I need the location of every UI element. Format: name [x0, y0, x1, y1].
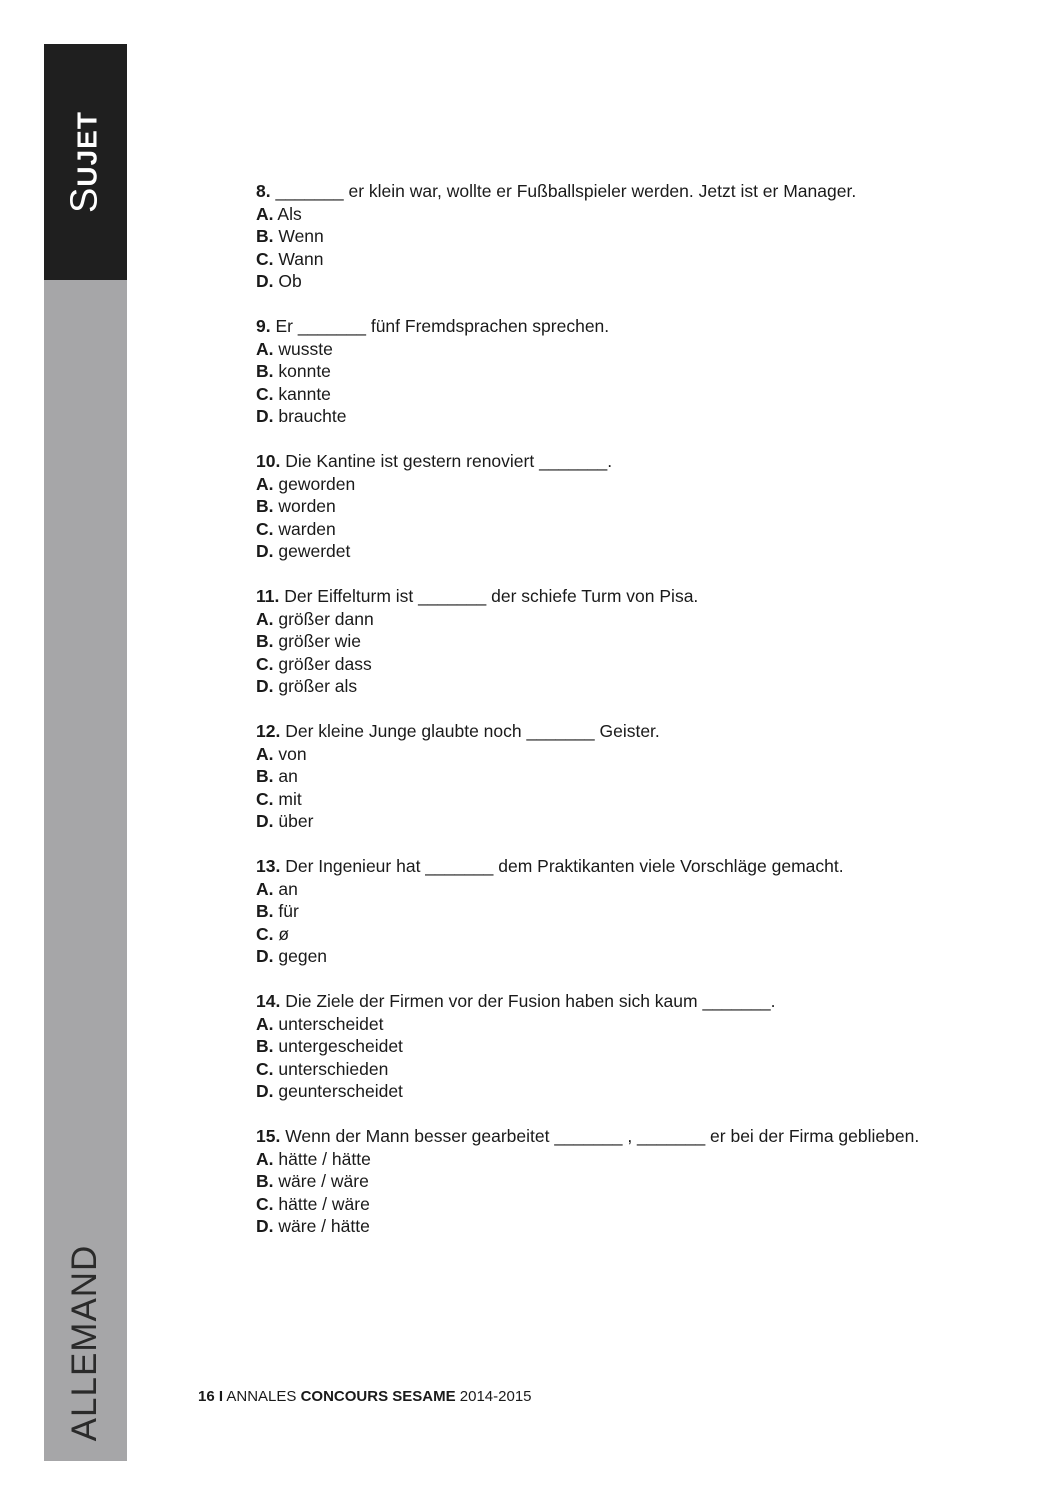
- option-text: mit: [278, 788, 302, 809]
- option-letter: B.: [256, 361, 274, 381]
- option-text: worden: [278, 496, 336, 516]
- question-prompt: Die Kantine ist gestern renoviert _______.: [285, 451, 613, 471]
- option-text: Als: [277, 203, 302, 224]
- question-text: [256, 720, 942, 743]
- option-letter: D.: [256, 541, 274, 561]
- answer-option: [256, 518, 942, 541]
- answer-option: [256, 405, 942, 428]
- question-number: 13.: [256, 856, 281, 876]
- option-text: kannte: [278, 383, 331, 404]
- answer-option: [256, 945, 942, 968]
- option-text: hätte / hätte: [278, 1148, 371, 1169]
- option-letter: B.: [256, 1036, 274, 1056]
- question-text: [256, 315, 942, 338]
- option-text: Ob: [278, 271, 302, 291]
- answer-option: [256, 743, 942, 766]
- option-text: wusste: [278, 338, 333, 359]
- question-13: [256, 855, 942, 968]
- option-letter: C.: [256, 1058, 274, 1079]
- option-text: für: [278, 901, 299, 921]
- answer-option: [256, 1080, 942, 1103]
- footer-prefix: ANNALES: [226, 1388, 297, 1405]
- answer-option: [256, 878, 942, 901]
- option-text: unterschieden: [278, 1058, 389, 1079]
- option-text: brauchte: [278, 406, 347, 426]
- page-footer: [198, 1388, 532, 1405]
- question-prompt: Der Ingenieur hat _______ dem Praktikanten viele Vorschläge gemacht.: [285, 856, 844, 876]
- option-letter: A.: [256, 878, 274, 899]
- option-letter: C.: [256, 1193, 274, 1214]
- answer-option: [256, 1148, 942, 1171]
- option-letter: C.: [256, 653, 274, 674]
- option-text: warden: [278, 518, 336, 539]
- footer-contest: CONCOURS SESAME: [300, 1388, 456, 1405]
- question-number: 9.: [256, 316, 271, 336]
- question-9: [256, 315, 942, 428]
- question-prompt: Der kleine Junge glaubte noch _______ Geister.: [285, 721, 660, 741]
- option-text: wäre / wäre: [278, 1171, 369, 1191]
- section-label: SUJET: [63, 111, 106, 213]
- option-letter: A.: [256, 203, 274, 224]
- option-letter: D.: [256, 676, 274, 696]
- footer-separator: I: [218, 1388, 224, 1405]
- question-12: [256, 720, 942, 833]
- answer-option: [256, 473, 942, 496]
- option-text: von: [278, 743, 307, 764]
- answer-option: [256, 495, 942, 518]
- answer-option: [256, 540, 942, 563]
- option-letter: B.: [256, 496, 274, 516]
- question-number: 15.: [256, 1126, 281, 1146]
- option-letter: D.: [256, 406, 274, 426]
- option-letter: A.: [256, 1148, 274, 1169]
- sidebar-section-block: [44, 44, 127, 280]
- answer-option: [256, 1215, 942, 1238]
- option-letter: A.: [256, 338, 274, 359]
- option-letter: C.: [256, 518, 274, 539]
- option-text: geunterscheidet: [278, 1081, 403, 1101]
- option-letter: D.: [256, 1081, 274, 1101]
- option-letter: B.: [256, 1171, 274, 1191]
- answer-option: [256, 360, 942, 383]
- answer-option: [256, 675, 942, 698]
- answer-option: [256, 338, 942, 361]
- question-prompt: Er _______ fünf Fremdsprachen sprechen.: [275, 316, 610, 336]
- question-11: [256, 585, 942, 698]
- option-text: ø: [278, 923, 290, 944]
- option-letter: B.: [256, 226, 274, 246]
- option-letter: B.: [256, 766, 274, 786]
- question-number: 12.: [256, 721, 281, 741]
- answer-option: [256, 923, 942, 946]
- page-number: 16: [198, 1388, 215, 1405]
- answer-option: [256, 1193, 942, 1216]
- question-8: [256, 180, 942, 293]
- option-text: größer als: [278, 676, 358, 696]
- question-text: [256, 585, 942, 608]
- answer-option: [256, 203, 942, 226]
- question-text: [256, 180, 942, 203]
- footer-years: 2014-2015: [459, 1388, 532, 1405]
- sidebar: [44, 44, 127, 1461]
- answer-option: [256, 1035, 942, 1058]
- question-14: [256, 990, 942, 1103]
- option-letter: A.: [256, 473, 274, 494]
- question-text: [256, 450, 942, 473]
- option-letter: A.: [256, 743, 274, 764]
- option-text: an: [278, 878, 298, 899]
- option-text: konnte: [278, 361, 331, 381]
- answer-option: [256, 810, 942, 833]
- option-text: wäre / hätte: [278, 1216, 370, 1236]
- option-letter: A.: [256, 608, 274, 629]
- question-list: [256, 180, 942, 1260]
- answer-option: [256, 765, 942, 788]
- option-text: gegen: [278, 946, 328, 966]
- question-text: [256, 1125, 942, 1148]
- option-text: Wann: [278, 248, 324, 269]
- question-prompt: Wenn der Mann besser gearbeitet _______ , _______ er bei der Firma geblieben.: [285, 1126, 920, 1146]
- question-number: 8.: [256, 181, 271, 201]
- answer-option: [256, 630, 942, 653]
- option-text: untergescheidet: [278, 1036, 403, 1056]
- answer-option: [256, 248, 942, 271]
- answer-option: [256, 225, 942, 248]
- question-number: 10.: [256, 451, 281, 471]
- answer-option: [256, 383, 942, 406]
- option-text: geworden: [278, 473, 356, 494]
- question-text: [256, 990, 942, 1013]
- option-letter: C.: [256, 248, 274, 269]
- option-text: gewerdet: [278, 541, 351, 561]
- answer-option: [256, 788, 942, 811]
- answer-option: [256, 653, 942, 676]
- option-text: hätte / wäre: [278, 1193, 370, 1214]
- option-letter: D.: [256, 271, 274, 291]
- option-letter: D.: [256, 946, 274, 966]
- answer-option: [256, 1013, 942, 1036]
- option-letter: A.: [256, 1013, 274, 1034]
- option-text: größer dass: [278, 653, 372, 674]
- question-prompt: Die Ziele der Firmen vor der Fusion haben sich kaum _______.: [285, 991, 776, 1011]
- option-letter: C.: [256, 383, 274, 404]
- option-letter: C.: [256, 923, 274, 944]
- option-letter: B.: [256, 901, 274, 921]
- answer-option: [256, 900, 942, 923]
- option-text: größer dann: [278, 608, 374, 629]
- option-text: an: [278, 766, 298, 786]
- question-prompt: _______ er klein war, wollte er Fußballspieler werden. Jetzt ist er Manager.: [275, 181, 857, 201]
- option-text: größer wie: [278, 631, 362, 651]
- answer-option: [256, 1058, 942, 1081]
- question-10: [256, 450, 942, 563]
- option-text: über: [278, 811, 314, 831]
- answer-option: [256, 608, 942, 631]
- question-number: 14.: [256, 991, 281, 1011]
- option-letter: D.: [256, 811, 274, 831]
- question-number: 11.: [256, 586, 280, 606]
- option-letter: B.: [256, 631, 274, 651]
- option-text: Wenn: [278, 226, 324, 246]
- option-letter: C.: [256, 788, 274, 809]
- question-15: [256, 1125, 942, 1238]
- option-letter: D.: [256, 1216, 274, 1236]
- answer-option: [256, 270, 942, 293]
- question-text: [256, 855, 942, 878]
- option-text: unterscheidet: [278, 1013, 384, 1034]
- question-prompt: Der Eiffelturm ist _______ der schiefe Turm von Pisa.: [284, 586, 699, 606]
- answer-option: [256, 1170, 942, 1193]
- subject-label: ALLEMAND: [65, 1244, 104, 1442]
